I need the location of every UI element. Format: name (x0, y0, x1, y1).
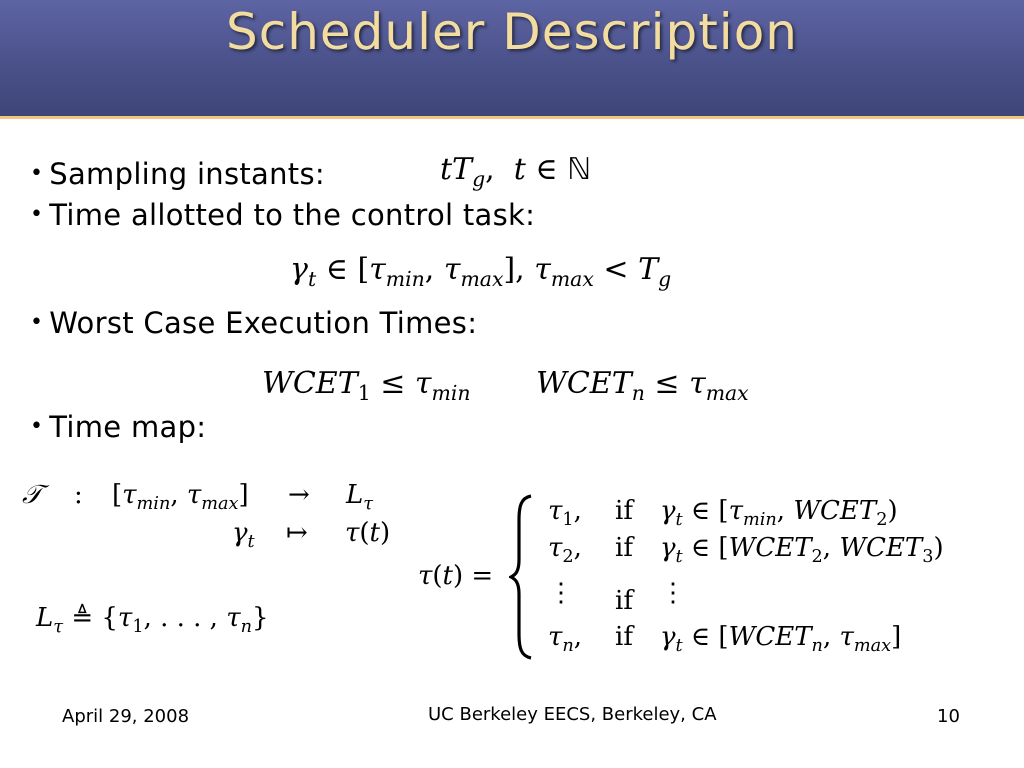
bullet-time-map (30, 410, 206, 444)
bullet-dot: • (30, 161, 44, 186)
formula-level-set: $L_\tau$ ≜ {$\tau_1$, . . . , $\tau_n$} (36, 603, 269, 638)
left-curly-brace (509, 494, 535, 660)
footer-page-number: 10 (937, 706, 960, 727)
bullet-dot: • (30, 202, 44, 227)
formula-wcet-1: $WCET_1 \le \tau_{min}$ (262, 366, 471, 406)
slide-title: Scheduler Description (226, 3, 798, 61)
formula-wcet-n: $WCET_n \le \tau_{max}$ (536, 366, 749, 406)
bullet-text: Sampling instants: (49, 157, 325, 191)
header-accent-rule (0, 116, 1024, 119)
formula-allotted-time: $\gamma_t$ ∈ [$\tau_{min}$, $\tau_{max}$], $\tau_{max} < T_g$ (290, 252, 672, 292)
bullet-allotted-time (30, 198, 535, 232)
bullet-dot: • (30, 414, 44, 439)
bullet-sampling-instants (30, 157, 325, 191)
bullet-wcet (30, 306, 477, 340)
bullet-text: Time allotted to the control task: (49, 198, 536, 232)
bullet-text: Time map: (49, 410, 207, 444)
bullet-text: Worst Case Execution Times: (49, 306, 478, 340)
formula-sampling-instants: $tT_g$, t ∈ ℕ (440, 152, 592, 192)
footer-organization: UC Berkeley EECS, Berkeley, CA (428, 704, 717, 725)
bullet-dot: • (30, 310, 44, 335)
footer-date: April 29, 2008 (62, 706, 190, 727)
